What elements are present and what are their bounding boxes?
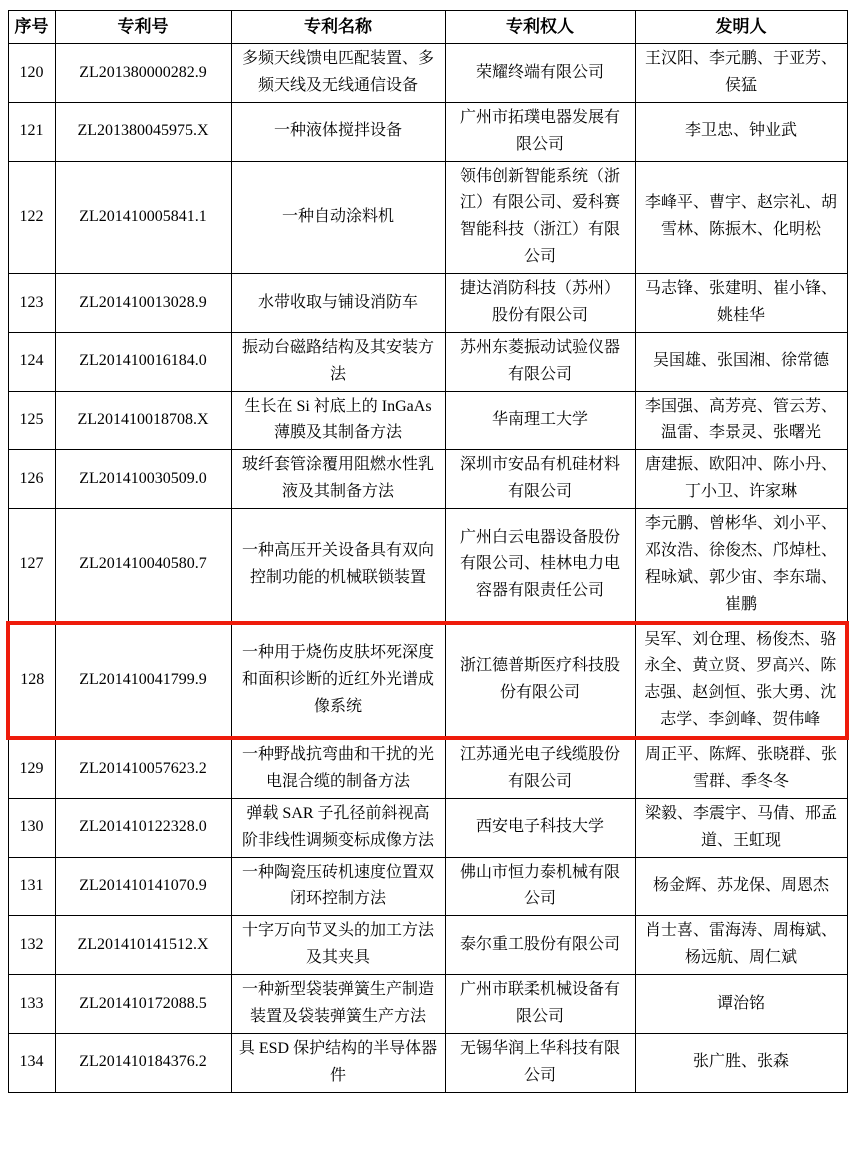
cell-serial-number: 130 bbox=[8, 798, 55, 857]
table-row bbox=[8, 738, 847, 798]
cell-patentee: 深圳市安品有机硅材料有限公司 bbox=[445, 450, 635, 509]
cell-serial-number: 134 bbox=[8, 1033, 55, 1092]
cell-serial-number: 123 bbox=[8, 274, 55, 333]
col-header-patent-title: 专利名称 bbox=[231, 11, 445, 44]
table-row bbox=[8, 161, 847, 274]
patent-table bbox=[6, 10, 849, 1093]
cell-patent-number: ZL201410141070.9 bbox=[55, 857, 231, 916]
cell-patent-title: 一种新型袋装弹簧生产制造装置及袋装弹簧生产方法 bbox=[231, 975, 445, 1034]
cell-patent-number: ZL201410005841.1 bbox=[55, 161, 231, 274]
table-row bbox=[8, 102, 847, 161]
cell-patent-number: ZL201410141512.X bbox=[55, 916, 231, 975]
cell-patent-title: 十字万向节叉头的加工方法及其夹具 bbox=[231, 916, 445, 975]
cell-patent-title: 水带收取与铺设消防车 bbox=[231, 274, 445, 333]
col-header-serial: 序号 bbox=[8, 11, 55, 44]
cell-patent-number: ZL201410030509.0 bbox=[55, 450, 231, 509]
cell-patentee: 广州白云电器设备股份有限公司、桂林电力电容器有限责任公司 bbox=[445, 509, 635, 623]
header-row bbox=[8, 11, 847, 44]
cell-patent-title: 一种高压开关设备具有双向控制功能的机械联锁装置 bbox=[231, 509, 445, 623]
table-row bbox=[8, 450, 847, 509]
cell-patent-title: 一种野战抗弯曲和干扰的光电混合缆的制备方法 bbox=[231, 738, 445, 798]
table-row bbox=[8, 274, 847, 333]
cell-inventors: 唐建振、欧阳冲、陈小丹、丁小卫、许家琳 bbox=[635, 450, 847, 509]
cell-patent-title: 多频天线馈电匹配装置、多频天线及无线通信设备 bbox=[231, 44, 445, 103]
cell-inventors: 李国强、高芳亮、管云芳、温雷、李景灵、张曙光 bbox=[635, 391, 847, 450]
cell-patent-number: ZL201410016184.0 bbox=[55, 332, 231, 391]
cell-serial-number: 132 bbox=[8, 916, 55, 975]
cell-inventors: 肖士喜、雷海涛、周梅斌、杨远航、周仁斌 bbox=[635, 916, 847, 975]
cell-patentee: 无锡华润上华科技有限公司 bbox=[445, 1033, 635, 1092]
cell-serial-number: 122 bbox=[8, 161, 55, 274]
cell-inventors: 杨金辉、苏龙保、周恩杰 bbox=[635, 857, 847, 916]
cell-inventors: 吴军、刘仓理、杨俊杰、骆永全、黄立贤、罗高兴、陈志强、赵剑恒、张大勇、沈志学、李剑峰、贺伟峰 bbox=[635, 623, 847, 739]
cell-patentee: 苏州东菱振动试验仪器有限公司 bbox=[445, 332, 635, 391]
col-header-inventors: 发明人 bbox=[635, 11, 847, 44]
table-row bbox=[8, 509, 847, 623]
cell-serial-number: 125 bbox=[8, 391, 55, 450]
cell-patent-title: 生长在 Si 衬底上的 InGaAs 薄膜及其制备方法 bbox=[231, 391, 445, 450]
cell-inventors: 李峰平、曹宇、赵宗礼、胡雪林、陈振木、化明松 bbox=[635, 161, 847, 274]
cell-patent-title: 一种用于烧伤皮肤坏死深度和面积诊断的近红外光谱成像系统 bbox=[231, 623, 445, 739]
table-row bbox=[8, 332, 847, 391]
cell-patent-title: 玻纤套管涂覆用阻燃水性乳液及其制备方法 bbox=[231, 450, 445, 509]
cell-inventors: 李卫忠、钟业武 bbox=[635, 102, 847, 161]
cell-serial-number: 124 bbox=[8, 332, 55, 391]
cell-patentee: 华南理工大学 bbox=[445, 391, 635, 450]
cell-serial-number: 126 bbox=[8, 450, 55, 509]
cell-patent-number: ZL201380045975.X bbox=[55, 102, 231, 161]
cell-inventors: 吴国雄、张国湘、徐常德 bbox=[635, 332, 847, 391]
cell-inventors: 张广胜、张森 bbox=[635, 1033, 847, 1092]
cell-patent-number: ZL201410040580.7 bbox=[55, 509, 231, 623]
cell-patentee: 佛山市恒力泰机械有限公司 bbox=[445, 857, 635, 916]
cell-inventors: 周正平、陈辉、张晓群、张雪群、季冬冬 bbox=[635, 738, 847, 798]
cell-patentee: 泰尔重工股份有限公司 bbox=[445, 916, 635, 975]
cell-patentee: 捷达消防科技（苏州）股份有限公司 bbox=[445, 274, 635, 333]
cell-patentee: 广州市拓璞电器发展有限公司 bbox=[445, 102, 635, 161]
cell-inventors: 李元鹏、曾彬华、刘小平、邓汝浩、徐俊杰、邝焯杜、程咏斌、郭少宙、李东瑞、崔鹏 bbox=[635, 509, 847, 623]
cell-patentee: 西安电子科技大学 bbox=[445, 798, 635, 857]
cell-serial-number: 127 bbox=[8, 509, 55, 623]
cell-patent-title: 一种自动涂料机 bbox=[231, 161, 445, 274]
cell-patentee: 领伟创新智能系统（浙江）有限公司、爱科赛智能科技（浙江）有限公司 bbox=[445, 161, 635, 274]
cell-patent-number: ZL201410122328.0 bbox=[55, 798, 231, 857]
cell-inventors: 王汉阳、李元鹏、于亚芳、侯猛 bbox=[635, 44, 847, 103]
table-row bbox=[8, 975, 847, 1034]
cell-patent-number: ZL201410018708.X bbox=[55, 391, 231, 450]
table-row bbox=[8, 916, 847, 975]
table-row bbox=[8, 1033, 847, 1092]
cell-patent-number: ZL201410172088.5 bbox=[55, 975, 231, 1034]
cell-serial-number: 133 bbox=[8, 975, 55, 1034]
cell-inventors: 马志锋、张建明、崔小锋、姚桂华 bbox=[635, 274, 847, 333]
cell-serial-number: 129 bbox=[8, 738, 55, 798]
cell-inventors: 谭治铭 bbox=[635, 975, 847, 1034]
table-body bbox=[8, 44, 847, 1093]
cell-patentee: 江苏通光电子线缆股份有限公司 bbox=[445, 738, 635, 798]
cell-patent-title: 一种陶瓷压砖机速度位置双闭环控制方法 bbox=[231, 857, 445, 916]
table-row bbox=[8, 798, 847, 857]
cell-patent-number: ZL201380000282.9 bbox=[55, 44, 231, 103]
cell-patent-number: ZL201410013028.9 bbox=[55, 274, 231, 333]
cell-patent-number: ZL201410184376.2 bbox=[55, 1033, 231, 1092]
table-header bbox=[8, 11, 847, 44]
cell-patent-title: 弹载 SAR 子孔径前斜视高阶非线性调频变标成像方法 bbox=[231, 798, 445, 857]
table-row-highlighted bbox=[8, 623, 847, 739]
table-row bbox=[8, 391, 847, 450]
table-row bbox=[8, 44, 847, 103]
cell-patent-number: ZL201410041799.9 bbox=[55, 623, 231, 739]
cell-serial-number: 121 bbox=[8, 102, 55, 161]
cell-patent-title: 一种液体搅拌设备 bbox=[231, 102, 445, 161]
cell-patent-number: ZL201410057623.2 bbox=[55, 738, 231, 798]
cell-patentee: 荣耀终端有限公司 bbox=[445, 44, 635, 103]
cell-patentee: 浙江德普斯医疗科技股份有限公司 bbox=[445, 623, 635, 739]
cell-patent-title: 具 ESD 保护结构的半导体器件 bbox=[231, 1033, 445, 1092]
cell-serial-number: 131 bbox=[8, 857, 55, 916]
cell-serial-number: 120 bbox=[8, 44, 55, 103]
table-row bbox=[8, 857, 847, 916]
col-header-patentee: 专利权人 bbox=[445, 11, 635, 44]
cell-inventors: 梁毅、李震宇、马倩、邢孟道、王虹现 bbox=[635, 798, 847, 857]
col-header-patent-number: 专利号 bbox=[55, 11, 231, 44]
cell-patentee: 广州市联柔机械设备有限公司 bbox=[445, 975, 635, 1034]
cell-serial-number: 128 bbox=[8, 623, 55, 739]
cell-patent-title: 振动台磁路结构及其安装方法 bbox=[231, 332, 445, 391]
